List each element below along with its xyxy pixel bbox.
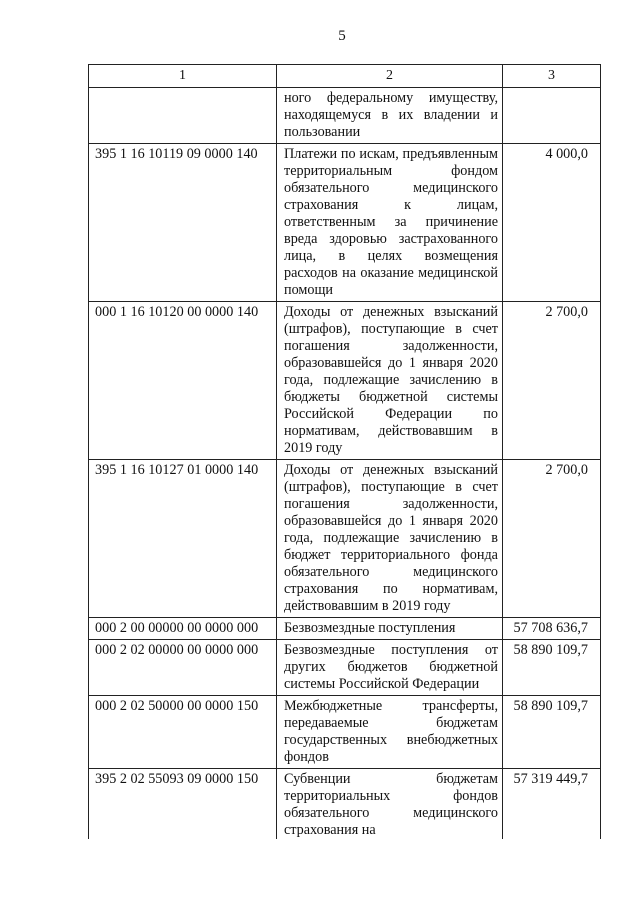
row-description: Межбюджетные трансферты, передаваемые бюджетам государственных внебюджетных фондов [277,696,503,769]
row-description: Платежи по искам, предъявленным территориальным фондом обязательного медицинского страхования к лицам, ответственным за причинение вреда здоровью застрахованного лица, в целях возмещения расходов на оказание медицинской помощи [277,144,503,302]
table-row [89,696,601,769]
row-amount [503,88,601,144]
table-row [89,640,601,696]
row-amount: 58 890 109,7 [503,640,601,696]
row-code [89,88,277,144]
row-amount: 4 000,0 [503,144,601,302]
table-row [89,769,601,840]
row-code: 395 1 16 10127 01 0000 140 [89,460,277,618]
row-description: ного федеральному имуществу, находящемуся в их владении и пользовании [277,88,503,144]
column-header-code: 1 [89,65,277,88]
row-amount: 2 700,0 [503,302,601,460]
page-number: 5 [338,28,346,44]
row-description: Доходы от денежных взысканий (штрафов), поступающие в счет погашения задолженности, образовавшейся до 1 января 2020 года, подлежащие зачислению в бюджеты бюджетной системы Российской Федерации по нормативам, действовавшим в 2019 году [277,302,503,460]
table-header-row [89,65,601,88]
row-amount: 57 319 449,7 [503,769,601,840]
row-amount: 58 890 109,7 [503,696,601,769]
row-code: 000 1 16 10120 00 0000 140 [89,302,277,460]
table-row [89,88,601,144]
row-code: 000 2 00 00000 00 0000 000 [89,618,277,640]
row-description: Доходы от денежных взысканий (штрафов), поступающие в счет погашения задолженности, образовавшейся до 1 января 2020 года, подлежащие зачислению в бюджет территориального фонда обязательного медицинского страхования по нормативам, действовавшим в 2019 году [277,460,503,618]
table-row [89,302,601,460]
row-description: Безвозмездные поступления от других бюджетов бюджетной системы Российской Федерации [277,640,503,696]
table-row [89,144,601,302]
column-header-description: 2 [277,65,503,88]
table-row [89,618,601,640]
row-description: Безвозмездные поступления [277,618,503,640]
row-code: 395 2 02 55093 09 0000 150 [89,769,277,840]
table-row [89,460,601,618]
row-amount: 2 700,0 [503,460,601,618]
row-amount: 57 708 636,7 [503,618,601,640]
row-code: 395 1 16 10119 09 0000 140 [89,144,277,302]
row-code: 000 2 02 50000 00 0000 150 [89,696,277,769]
revenue-table [88,64,601,839]
row-description: Субвенции бюджетам территориальных фондов обязательного медицинского страхования на [277,769,503,840]
row-code: 000 2 02 00000 00 0000 000 [89,640,277,696]
column-header-amount: 3 [503,65,601,88]
